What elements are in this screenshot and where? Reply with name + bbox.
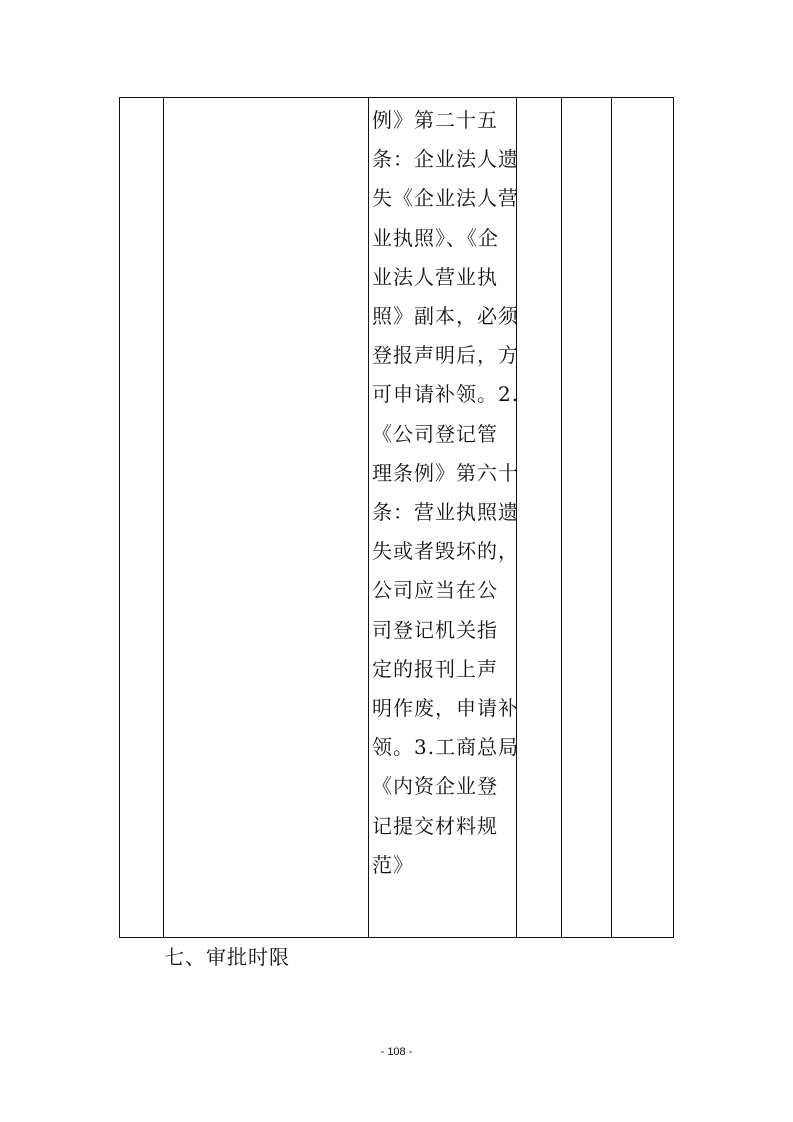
legal-basis-line: 登报声明后，方 [372, 343, 519, 368]
legal-basis-line: 《内资企业登 [372, 774, 498, 799]
legal-basis-line: 失或者毁坏的， [372, 539, 519, 564]
page-number: - 108 - [380, 1046, 413, 1058]
legal-basis-line: 记提交材料规 [372, 813, 498, 838]
legal-basis-line: 明作废，申请补 [372, 696, 519, 721]
legal-basis-line: 业执照》、《企 [372, 225, 499, 250]
legal-basis-line: 《公司登记管 [372, 421, 498, 446]
legal-basis-line: 领。3.工商总局 [372, 735, 520, 760]
legal-basis-line: 可申请补领。2. [372, 382, 520, 407]
column-divider [368, 98, 369, 937]
legal-basis-line: 例》第二十五 [372, 108, 498, 132]
column-divider [561, 98, 562, 937]
column-divider [163, 98, 164, 937]
section-heading: 七、审批时限 [164, 945, 290, 969]
legal-basis-line: 范》 [372, 852, 414, 877]
legal-basis-line: 条：企业法人遗 [372, 147, 519, 172]
legal-basis-line: 失《企业法人营 [372, 186, 519, 211]
legal-basis-line: 司登记机关指 [372, 617, 498, 642]
legal-basis-line: 理条例》第六十 [372, 460, 519, 485]
legal-basis-line: 业法人营业执 [372, 264, 498, 289]
legal-basis-line: 定的报刊上声 [372, 656, 498, 681]
document-table [119, 97, 674, 938]
column-divider [611, 98, 612, 937]
legal-basis-line: 公司应当在公 [372, 578, 498, 603]
legal-basis-line: 条：营业执照遗 [372, 500, 519, 525]
legal-basis-cell [372, 101, 520, 885]
legal-basis-line: 照》副本，必须 [372, 304, 519, 329]
